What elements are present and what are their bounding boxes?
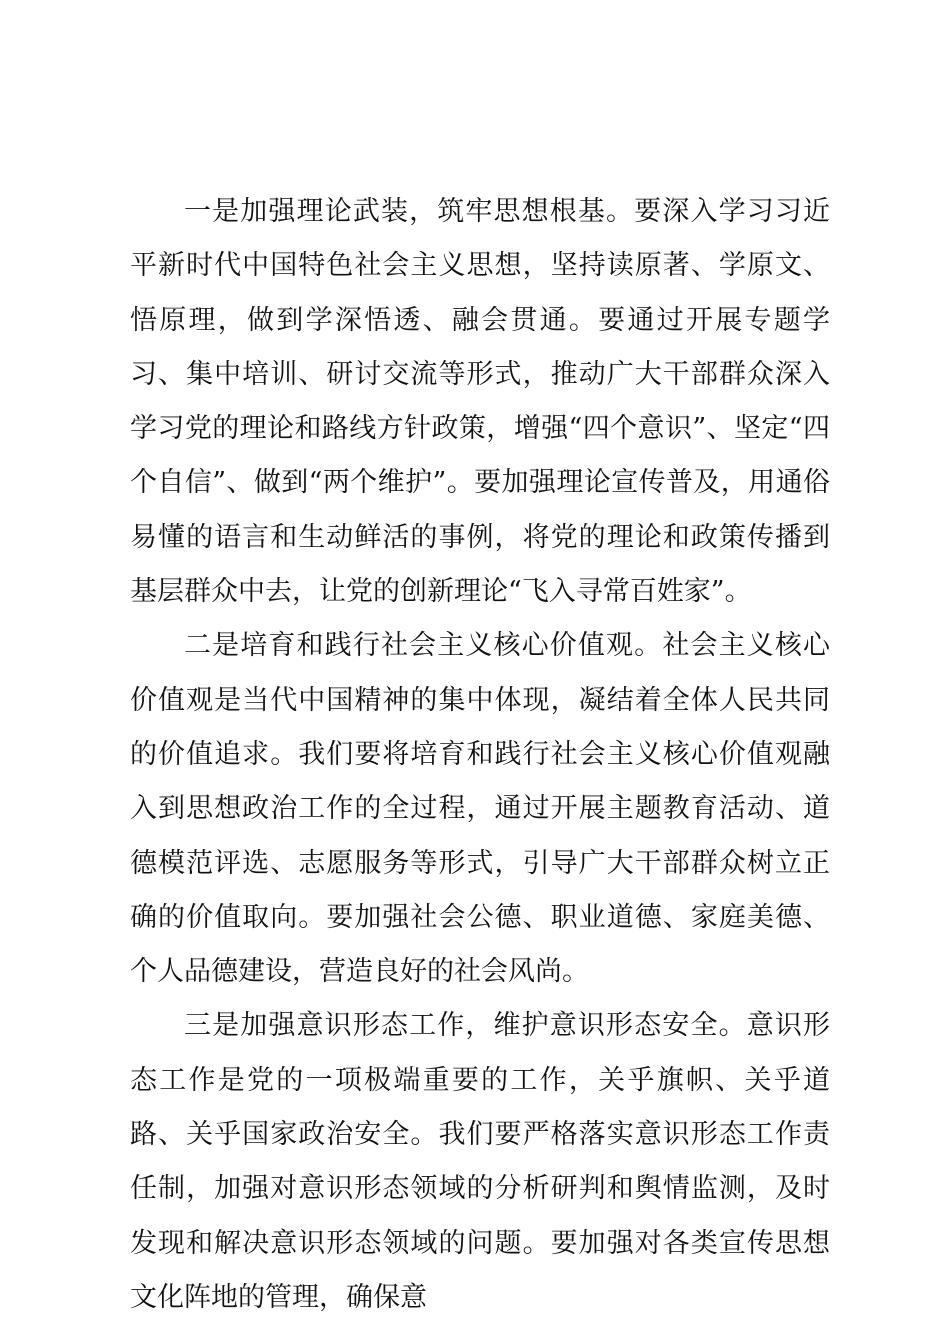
- document-body: [130, 185, 830, 1325]
- paragraph-theory-arming: 一是加强理论武装，筑牢思想根基。要深入学习习近平新时代中国特色社会主义思想，坚持读原著、学原文、悟原理，做到学深悟透、融会贯通。要通过开展专题学习、集中培训、研讨交流等形式，推动广大干部群众深入学习党的理论和路线方针政策，增强“四个意识”、坚定“四个自信”、做到“两个维护”。要加强理论宣传普及，用通俗易懂的语言和生动鲜活的事例，将党的理论和政策传播到基层群众中去，让党的创新理论“飞入寻常百姓家”。: [130, 196, 830, 608]
- paragraph-core-values: 二是培育和践行社会主义核心价值观。社会主义核心价值观是当代中国精神的集中体现，凝结着全体人民共同的价值追求。我们要将培育和践行社会主义核心价值观融入到思想政治工作的全过程，通过开展主题教育活动、道德模范评选、志愿服务等形式，引导广大干部群众树立正确的价值取向。要加强社会公德、职业道德、家庭美德、个人品德建设，营造良好的社会风尚。: [130, 630, 830, 988]
- paragraph-ideology-work: 三是加强意识形态工作，维护意识形态安全。意识形态工作是党的一项极端重要的工作，关乎旗帜、关乎道路、关乎国家政治安全。我们要严格落实意识形态工作责任制，加强对意识形态领域的分析研判和舆情监测，及时发现和解决意识形态领域的问题。要加强对各类宣传思想文化阵地的管理，确保意: [130, 1010, 830, 1313]
